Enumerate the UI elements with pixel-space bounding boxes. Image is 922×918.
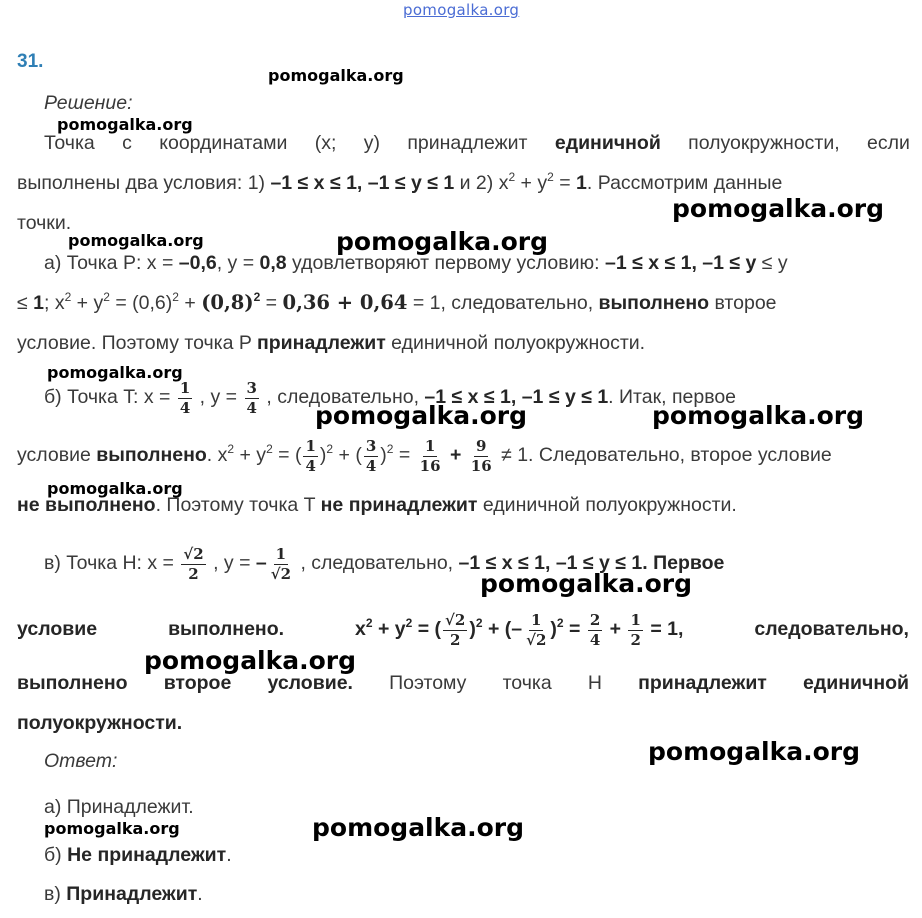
watermark: pomogalka.org [672,194,885,223]
task-number: 31. [17,51,44,72]
watermark: pomogalka.org [480,569,693,598]
answer-label: Ответ: [44,750,118,772]
watermark: pomogalka.org [312,813,525,842]
watermark: pomogalka.org [144,646,357,675]
watermark: pomogalka.org [57,115,193,134]
part-b-line-3: не выполнено. Поэтому точка T не принадлежит единичной полуокружности. [17,494,737,516]
watermark: pomogalka.org [44,819,180,838]
site-watermark-link[interactable]: pomogalka.org [403,1,520,19]
intro-line-3: точки. [17,212,72,234]
watermark: pomogalka.org [315,401,528,430]
watermark: pomogalka.org [68,231,204,250]
part-c-line-1: в) Точка H: x = $\frac{√2}{2}$ , y = – $\frac{1}{√2}$ , следовательно, –1 ≤ x ≤ 1, –1 ≤ y ≤ 1. Первое [44,545,725,583]
watermark: pomogalka.org [652,401,865,430]
part-c-line-4: полуокружности. [17,712,183,734]
part-a-line-3: условие. Поэтому точка P принадлежит единичной полуокружности. [17,332,646,354]
answer-c: в) Принадлежит. [44,883,203,905]
watermark: pomogalka.org [47,479,183,498]
watermark: pomogalka.org [336,227,549,256]
part-b-line-2: условие выполнено. $x^2 + y^2$ = ( $\frac{1}{4}$ )$^2$ + ( $\frac{3}{4}$ )$^2$ = $\frac{1}{16}$ + $\frac{9}{16}$ ≠ 1. Следовательно, второе условие [17,437,832,475]
intro-line-1: Точка с координатами (x; y) принадлежит единичной полуокружности, если [44,132,910,154]
watermark: pomogalka.org [268,66,404,85]
solution-label: Решение: [44,92,133,114]
watermark: pomogalka.org [47,363,183,382]
intro-line-2: выполнены два условия: 1) –1 ≤ x ≤ 1, –1 ≤ y ≤ 1 и 2) $x^2 + y^2 = 1$. Рассмотрим данные [17,170,783,194]
watermark: pomogalka.org [648,737,861,766]
part-a-line-2: ≤ 1; $x^2 + y^2 = (0,6)^2 + (0,8)^2 = 0,36 + 0,64 = 1$, следовательно, выполнено второе [17,290,777,314]
part-c-line-2: условие выполнено. $x^2 + y^2$ = ( $\frac{√2}{2}$ )$^2$ + (– $\frac{1}{√2}$ )$^2$ = $\frac{2}{4}$ + $\frac{1}{2}$ = 1, следовательно, [17,611,909,649]
answer-a: а) Принадлежит. [44,796,194,818]
part-a-line-1: а) Точка P: x = –0,6, y = 0,8 удовлетворяют первому условию: –1 ≤ x ≤ 1, –1 ≤ y ≤ y [44,252,788,274]
answer-b: б) Не принадлежит. [44,844,232,866]
part-b-line-1: б) Точка T: x = $\frac{1}{4}$ , y = $\frac{3}{4}$ , следовательно, –1 ≤ x ≤ 1, –1 ≤ y ≤ 1. Итак, первое [44,379,737,417]
part-c-line-3: выполнено второе условие. Поэтому точка H принадлежит единичной [17,672,909,694]
